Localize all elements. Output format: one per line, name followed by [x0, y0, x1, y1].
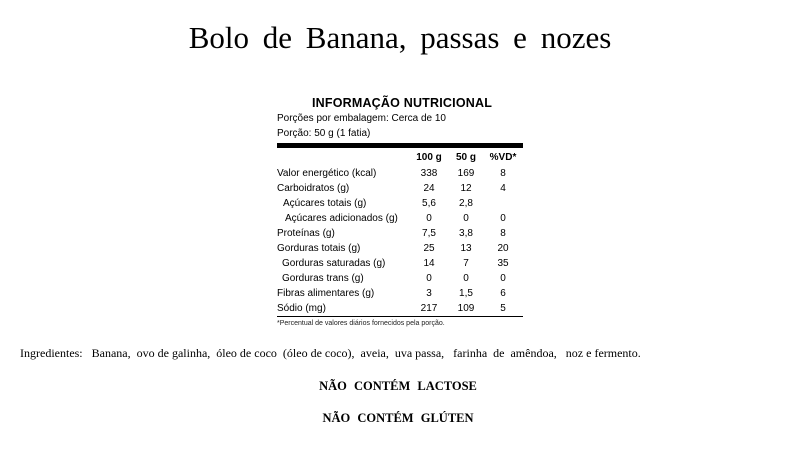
row-value-100g: 0 — [426, 213, 432, 224]
row-label: Gorduras trans (g) — [282, 273, 364, 284]
row-value-50g: 13 — [460, 243, 472, 254]
bottom-rule — [277, 316, 523, 317]
row-value-vd: 8 — [500, 168, 506, 179]
gluten-free-notice: NÃO CONTÉM GLÚTEN — [322, 411, 474, 425]
table-row — [277, 241, 523, 256]
row-value-50g: 1,5 — [459, 288, 473, 299]
row-value-50g: 2,8 — [459, 198, 473, 209]
nutrition-table-header — [277, 148, 523, 166]
row-label: Proteínas (g) — [277, 228, 335, 239]
daily-value-footnote: *Percentual de valores diários fornecidos pela porção. — [277, 320, 445, 327]
serving-size: Porção: 50 g (1 fatia) — [277, 128, 371, 139]
row-value-vd: 35 — [497, 258, 509, 269]
row-value-vd: 4 — [500, 183, 506, 194]
row-label: Açúcares totais (g) — [283, 198, 367, 209]
row-label: Carboidratos (g) — [277, 183, 350, 194]
header-100g: 100 g — [416, 151, 442, 163]
row-value-vd — [483, 196, 523, 211]
row-value-100g: 7,5 — [422, 228, 436, 239]
row-value-vd: 0 — [500, 213, 506, 224]
row-label: Fibras alimentares (g) — [277, 288, 375, 299]
row-label: Gorduras totais (g) — [277, 243, 361, 254]
table-row — [277, 211, 523, 226]
row-value-vd: 5 — [500, 303, 506, 314]
header-blank — [277, 148, 409, 166]
header-50g: 50 g — [455, 151, 476, 163]
row-value-100g: 25 — [423, 243, 435, 254]
row-value-50g: 12 — [460, 183, 472, 194]
nutrition-table — [277, 148, 523, 316]
servings-per-package: Porções por embalagem: Cerca de 10 — [277, 113, 446, 124]
row-value-100g: 0 — [426, 273, 432, 284]
row-value-50g: 169 — [457, 168, 475, 179]
ingredients-text: Ingredientes: Banana, ovo de galinha, óleo de coco (óleo de coco), aveia, uva passa, farinha de amêndoa, noz e fermento. — [20, 346, 641, 360]
row-value-100g: 5,6 — [422, 198, 436, 209]
header-vd: %VD* — [489, 151, 517, 163]
table-row — [277, 166, 523, 181]
row-value-100g: 24 — [423, 183, 435, 194]
table-row — [277, 301, 523, 316]
row-label: Sódio (mg) — [277, 303, 326, 314]
row-value-100g: 3 — [426, 288, 432, 299]
row-value-100g: 14 — [423, 258, 435, 269]
product-title: Bolo de Banana, passas e nozes — [188, 20, 612, 55]
row-label: Gorduras saturadas (g) — [282, 258, 386, 269]
row-value-vd: 8 — [500, 228, 506, 239]
table-row — [277, 196, 523, 211]
row-value-50g: 7 — [463, 258, 469, 269]
row-value-vd: 6 — [500, 288, 506, 299]
table-row — [277, 256, 523, 271]
table-row — [277, 286, 523, 301]
row-value-100g: 217 — [420, 303, 438, 314]
row-value-100g: 338 — [420, 168, 438, 179]
row-value-50g: 0 — [463, 273, 469, 284]
row-label: Açúcares adicionados (g) — [285, 213, 398, 224]
row-value-50g: 3,8 — [459, 228, 473, 239]
lactose-free-notice: NÃO CONTÉM LACTOSE — [319, 379, 477, 393]
nutrition-heading: INFORMAÇÃO NUTRICIONAL — [311, 96, 493, 110]
row-value-50g: 0 — [463, 213, 469, 224]
table-row — [277, 181, 523, 196]
row-value-50g: 109 — [457, 303, 475, 314]
row-value-vd: 0 — [500, 273, 506, 284]
table-row — [277, 271, 523, 286]
row-label: Valor energético (kcal) — [277, 168, 377, 179]
table-row — [277, 226, 523, 241]
nutrition-facts-panel — [277, 96, 523, 327]
row-value-vd: 20 — [497, 243, 509, 254]
